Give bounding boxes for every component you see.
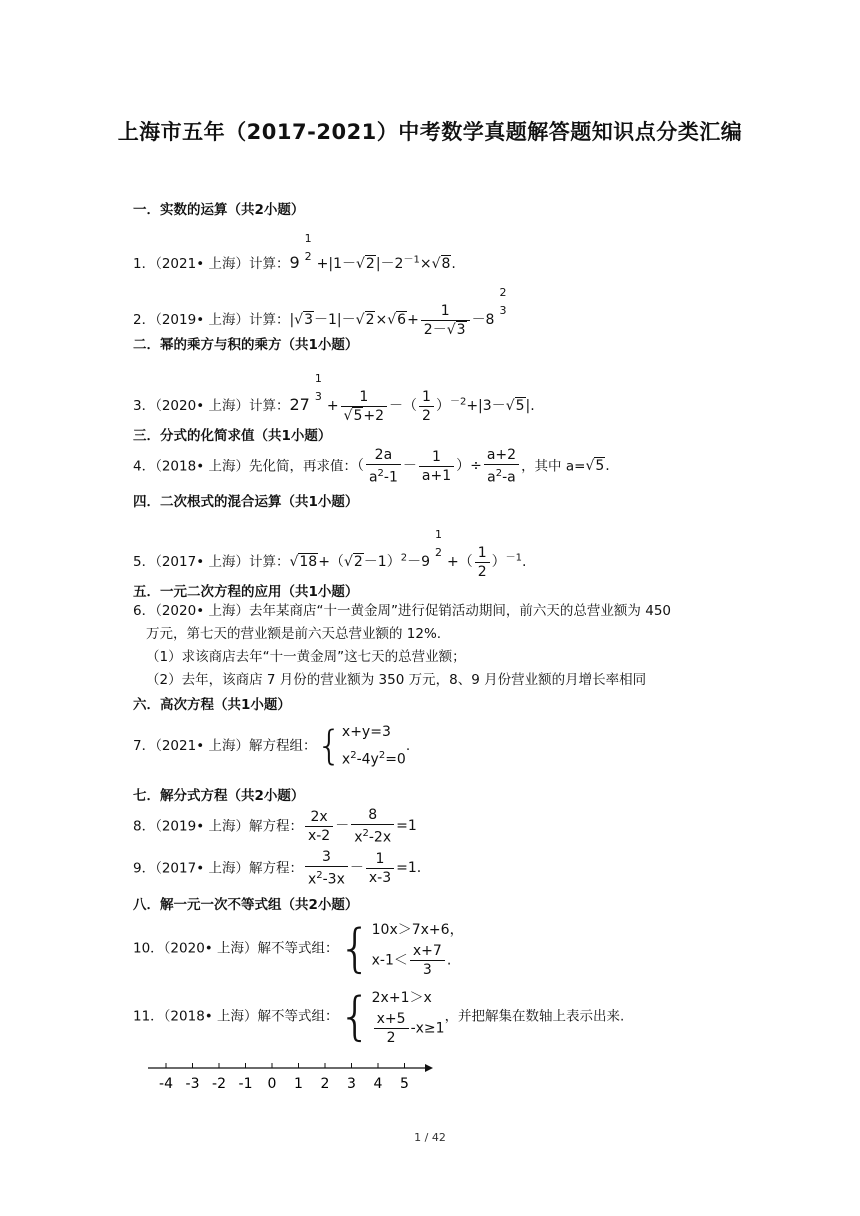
math-expression: $√18+(√2-1)^2-9$ 1 2 +（ $\frac{1}{2}$ ）$^{-1}$. xyxy=(289,528,527,580)
axis-tick-label: -3 xyxy=(185,1076,200,1092)
section-heading: 四．二次根式的混合运算（共1小题） xyxy=(133,494,359,510)
axis-tick-label: 4 xyxy=(373,1076,383,1092)
question-label: 7．（2021• 上海）解方程组： xyxy=(133,737,317,754)
question-8 xyxy=(133,806,417,847)
section-heading: 三．分式的化简求值（共1小题） xyxy=(133,428,332,444)
axis-tick-label: 2 xyxy=(320,1076,330,1092)
question-label: 1．（2021• 上海）计算： xyxy=(133,256,290,272)
axis-tick-label: 1 xyxy=(294,1076,303,1092)
question-7: 7．（2021• 上海）解方程组：{ x+y=3 $x^2-4y^2=0$ . xyxy=(133,722,411,769)
page-title: 上海市五年（2017-2021）中考数学真题解答题知识点分类汇编 xyxy=(117,120,743,144)
question-label: 9．（2017• 上海）解方程： xyxy=(133,860,303,877)
question-6-part: （2）去年，该商店 7 月份的营业额为 350 万元，8、9 月份营业额的月增长率相同 xyxy=(146,672,647,688)
math-expression: 27 1 3 + $\frac{1}{√5+2}$ －（ $\frac{1}{2}$ ）$^{-2}$+|3－√5|. xyxy=(289,372,535,424)
math-expression: |√3－1|－√2×√6+ $\frac{1}{2-√3}$ －8 2 3 xyxy=(289,286,507,338)
section-heading: 二．幂的乘方与积的乘方（共1小题） xyxy=(133,337,359,353)
question-11: 11．（2018• 上海）解不等式组：{ 2x+1＞x $\frac{x+5}{2}$ -x≥1 ，并把解集在数轴上表示出来. xyxy=(133,986,625,1047)
question-label: 4．（2018• 上海）先化简，再求值： xyxy=(133,458,357,475)
math-expression: $\frac{3}{x^2-3x}$ － $\frac{1}{x-3}$ =1. xyxy=(303,860,421,876)
number-line xyxy=(140,1058,440,1098)
axis-tick-label: -2 xyxy=(212,1076,226,1092)
math-expression: 9 1 2 $+|1-√2|-2^{-1}\times√8$. xyxy=(289,232,456,272)
axis-tick-label: 3 xyxy=(347,1076,356,1092)
number-line-arrow xyxy=(425,1064,433,1072)
question-1 xyxy=(133,230,456,274)
question-label: 5．（2017• 上海）计算： xyxy=(133,554,290,570)
question-6-line: 6．（2020• 上海）去年某商店“十一黄金周”进行促销活动期间，前六天的总营业额为 450 xyxy=(133,603,671,619)
question-4: 4．（2018• 上海）先化简，再求值：（ $\frac{2a}{a^2-1}$ － $\frac{1}{a+1}$ ）÷ $\frac{a+2}{a^2-a}$ ，其中 a=√5. xyxy=(133,447,610,486)
section-heading: 七．解分式方程（共2小题） xyxy=(133,788,305,804)
question-label: 10．（2020• 上海）解不等式组： xyxy=(133,940,339,957)
question-10: 10．（2020• 上海）解不等式组：{ 10x＞7x+6， x-1＜ $\frac{x+7}{3}$ . xyxy=(133,918,464,979)
axis-tick-label: -4 xyxy=(159,1076,173,1092)
question-9 xyxy=(133,848,421,889)
question-3 xyxy=(133,370,535,425)
question-6-line: 万元，第七天的营业额是前六天总营业额的 12%. xyxy=(146,626,442,642)
axis-tick-label: 5 xyxy=(400,1076,409,1092)
axis-tick-label: 0 xyxy=(267,1076,277,1092)
section-heading: 六．高次方程（共1小题） xyxy=(133,697,291,713)
question-label: 8．（2019• 上海）解方程： xyxy=(133,818,303,835)
page-footer: 1 / 42 xyxy=(414,1131,446,1144)
section-heading: 八．解一元一次不等式组（共2小题） xyxy=(133,897,359,913)
question-6-part: （1）求该商店去年“十一黄金周”这七天的总营业额； xyxy=(146,649,466,665)
question-label: 2．（2019• 上海）计算： xyxy=(133,312,290,328)
question-label: 3．（2020• 上海）计算： xyxy=(133,398,290,414)
question-label: 11．（2018• 上海）解不等式组： xyxy=(133,1008,339,1025)
section-heading: 五．一元二次方程的应用（共1小题） xyxy=(133,584,359,600)
question-2 xyxy=(133,284,511,339)
math-expression: $\frac{2x}{x-2}$ － $\frac{8}{x^2-2x}$ =1 xyxy=(303,818,417,834)
axis-tick-label: -1 xyxy=(238,1076,253,1092)
question-5 xyxy=(133,526,526,581)
math-expression: （ $\frac{2a}{a^2-1}$ － $\frac{1}{a+1}$ ）÷ $\frac{a+2}{a^2-a}$ xyxy=(357,458,521,474)
section-heading: 一．实数的运算（共2小题） xyxy=(133,202,305,218)
